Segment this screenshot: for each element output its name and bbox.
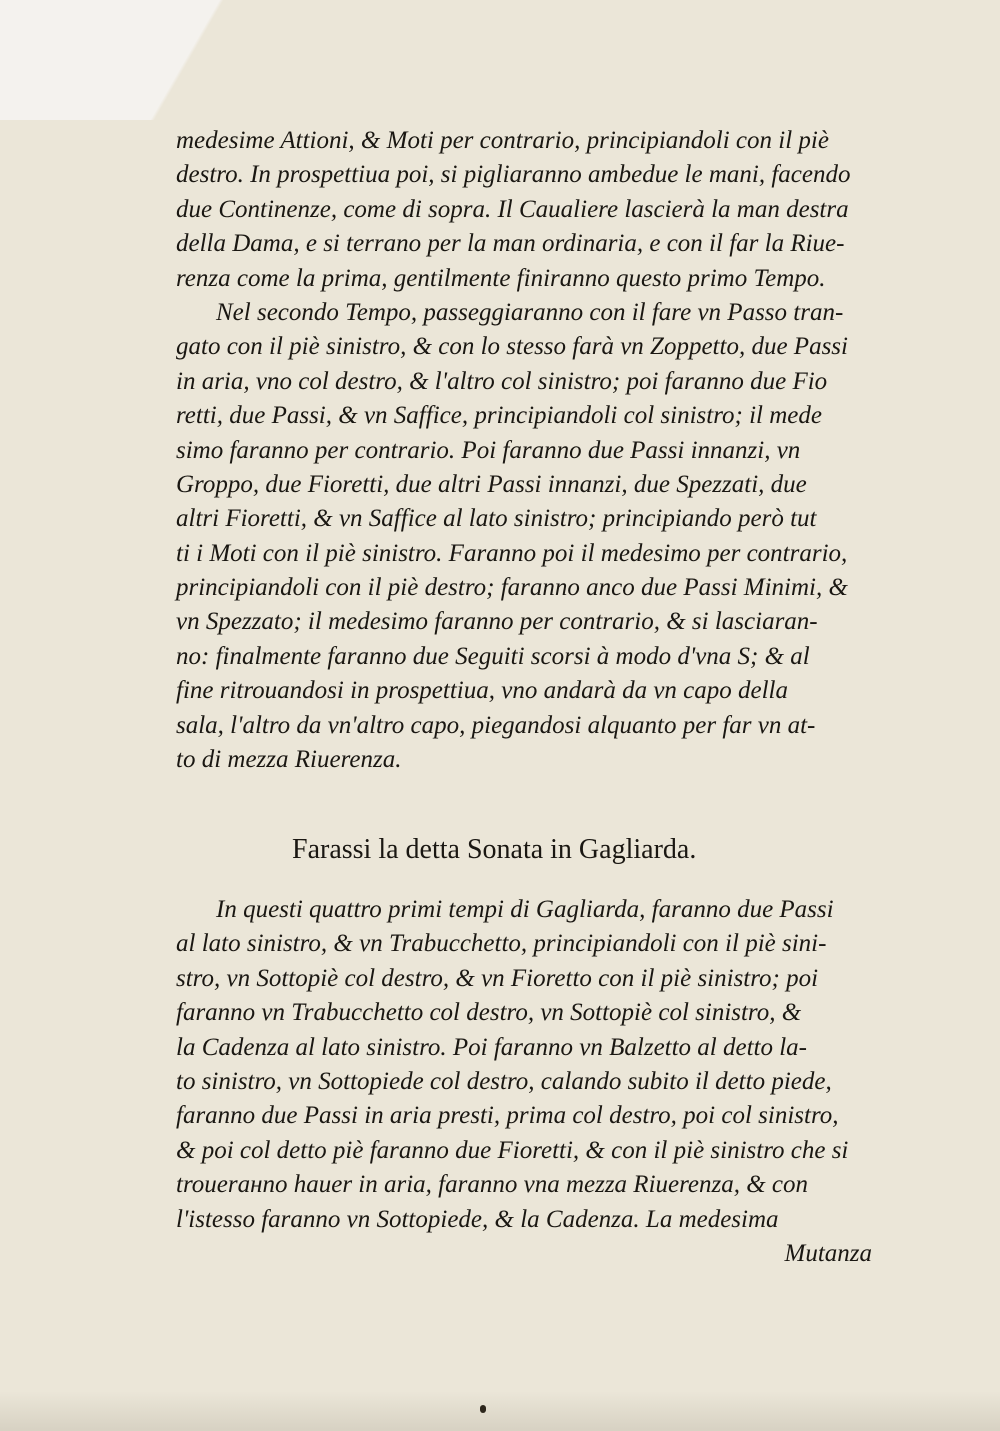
- text-line: gato con il piè sinistro, & con lo stesso farà vn Zoppetto, due Passi: [176, 333, 848, 361]
- text-line: faranno due Passi in aria presti, prima col destro, poi col sinistro,: [176, 1102, 839, 1130]
- text-line: to sinistro, vn Sottopiede col destro, calando subito il detto piede,: [176, 1067, 832, 1095]
- text-line: vn Spezzato; il medesimo faranno per contrario, & si lasciaran-: [176, 608, 818, 636]
- text-line: la Cadenza al lato sinistro. Poi faranno vn Balzetto al detto la-: [176, 1033, 808, 1061]
- text-line: no: finalmente faranno due Seguiti scorsi à modo d'vna S; & al: [176, 642, 810, 670]
- text-line: stro, vn Sottopiè col destro, & vn Fioretto con il piè sinistro; poi: [176, 964, 819, 992]
- text-line: In questi quattro primi tempi di Gagliarda, faranno due Passi: [216, 896, 834, 923]
- text-line: trouerанno hauer in aria, faranno vna mezza Riuerenza, & con: [176, 1171, 809, 1199]
- text-line: destro. In prospettiua poi, si pigliaranno ambedue le mani, facendo: [176, 161, 851, 189]
- text-line: sala, l'altro da vn'altro capo, piegandosi alquanto per far vn at-: [176, 711, 816, 739]
- text-line: altri Fioretti, & vn Saffice al lato sinistro; principiando però tut: [176, 505, 817, 533]
- text-line: della Dama, e si terrano per la man ordinaria, e con il far la Riue-: [176, 230, 845, 258]
- text-line: ti i Moti con il piè sinistro. Faranno poi il medesimo per contrario,: [176, 539, 848, 567]
- ink-dot: [480, 1405, 486, 1413]
- text-line: simo faranno per contrario. Poi faranno due Passi innanzi, vn: [176, 436, 801, 464]
- text-line: renza come la prima, gentilmente finiranno questo primo Tempo.: [176, 264, 826, 292]
- text-line: Nel secondo Tempo, passeggiaranno con il fare vn Passo tran-: [216, 298, 844, 326]
- paragraph-one: [176, 124, 896, 777]
- text-line: fine ritrouandosi in prospettiua, vno andarà da vn capo della: [176, 677, 788, 705]
- text-line: principiandoli con il piè destro; faranno anco due Passi Minimi, &: [176, 574, 848, 602]
- text-line: in aria, vno col destro, & l'altro col sinistro; poi faranno due Fio: [176, 367, 828, 395]
- catchword: Mutanza: [784, 1239, 872, 1267]
- text-line: medesime Attioni, & Moti per contrario, principiandoli con il piè: [176, 127, 829, 154]
- text-line: faranno vn Trabucchetto col destro, vn Sottopiè col sinistro, &: [176, 999, 802, 1027]
- text-line: to di mezza Riuerenza.: [176, 746, 402, 774]
- text-line: al lato sinistro, & vn Trabucchetto, principiandoli con il piè sini-: [176, 930, 827, 958]
- text-line: & poi col detto piè faranno due Fioretti, & con il piè sinistro che si: [176, 1136, 849, 1164]
- paragraph-two: [176, 893, 896, 1271]
- text-line: retti, due Passi, & vn Saffice, principiandoli col sinistro; il mede: [176, 402, 822, 430]
- text-line: Groppo, due Fioretti, due altri Passi innanzi, due Spezzati, due: [176, 470, 807, 498]
- text-line: due Continenze, come di sopra. Il Caualiere lascierà la man destra: [176, 195, 849, 223]
- text-line: l'istesso faranno vn Sottopiede, & la Cadenza. La medesima: [176, 1205, 779, 1233]
- section-heading: Farassi la detta Sonata in Gagliarda.: [292, 834, 697, 865]
